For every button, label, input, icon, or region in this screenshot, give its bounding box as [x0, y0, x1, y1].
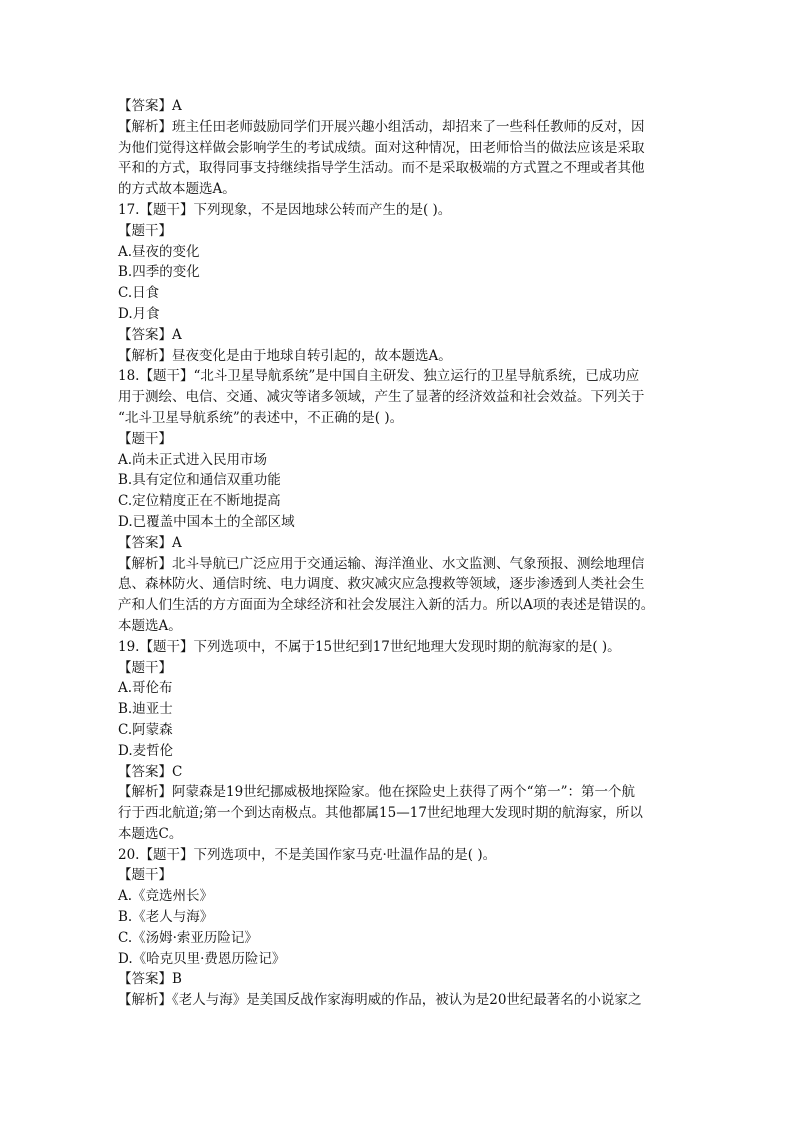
option-a: A.尚未正式进入民用市场 — [118, 451, 268, 468]
option-b: B.《老人与海》 — [118, 909, 214, 926]
text-line: 【题干】 — [118, 867, 172, 884]
answer-line: 【答案】C — [118, 763, 183, 780]
question-19-stem: 19.【题干】下列选项中，不属于15世纪到17世纪地理大发现时期的航海家的是( )。 — [118, 638, 621, 655]
text-line: 用于测绘、电信、交通、减灾等诸多领域，产生了显著的经济效益和社会效益。下列关于 — [118, 389, 645, 406]
text-line: 行于西北航道;第一个到达南极点。其他都属15—17世纪地理大发现时期的航海家，所以 — [118, 805, 643, 822]
option-b: B.具有定位和通信双重功能 — [118, 472, 281, 489]
option-c: C.《汤姆·索亚历险记》 — [118, 929, 258, 946]
text-line: 产和人们生活的方方面面为全球经济和社会发展注入新的活力。所以A项的表述是错误的。 — [118, 597, 655, 614]
option-a: A.哥伦布 — [118, 680, 173, 697]
option-a: A.昼夜的变化 — [118, 243, 200, 260]
analysis-line: 【解析】《老人与海》是美国反战作家海明威的作品，被认为是20世纪最著名的小说家之 — [118, 992, 642, 1009]
text-line: 本题选C。 — [118, 825, 183, 842]
answer-line: 【答案】A — [118, 326, 182, 343]
option-c: C.日食 — [118, 285, 160, 302]
text-line: 本题选A。 — [118, 617, 182, 634]
option-d: D.月食 — [118, 305, 160, 322]
text-line: 【解析】班主任田老师鼓励同学们开展兴趣小组活动，却招来了一些科任教师的反对，因 — [118, 118, 645, 135]
option-d: D.麦哲伦 — [118, 742, 174, 759]
answer-line: 【答案】B — [118, 971, 182, 988]
option-d: D.已覆盖中国本土的全部区域 — [118, 513, 295, 530]
text-line: 息、森林防火、通信时统、电力调度、救灾减灾应急搜救等领域，逐步渗透到人类社会生 — [118, 576, 645, 593]
text-line: 的方式故本题选A。 — [118, 181, 236, 198]
option-c: C.阿蒙森 — [118, 721, 173, 738]
option-c: C.定位精度正在不断地提高 — [118, 493, 281, 510]
analysis-line: 【解析】阿蒙森是19世纪挪威极地探险家。他在探险史上获得了两个“第一”：第一个航 — [118, 784, 635, 801]
option-a: A.《竞选州长》 — [118, 888, 214, 905]
text-line: “北斗卫星导航系统”的表述中，不正确的是( )。 — [118, 409, 404, 426]
analysis-line: 【解析】北斗导航已广泛应用于交通运输、海洋渔业、水文监测、气象预报、测绘地理信 — [118, 555, 645, 572]
answer-line: 【答案】A — [118, 534, 182, 551]
text-line: 【题干】 — [118, 659, 172, 676]
document-body — [118, 96, 678, 1011]
text-line: 为他们觉得这样做会影响学生的考试成绩。面对这种情况，田老师恰当的做法应该是采取 — [118, 139, 645, 156]
text-line: 【题干】 — [118, 430, 172, 447]
question-20-stem: 20.【题干】下列选项中，不是美国作家马克·吐温作品的是( )。 — [118, 846, 497, 863]
question-18-stem: 18.【题干】“北斗卫星导航系统”是中国自主研发、独立运行的卫星导航系统，已成功应 — [118, 368, 640, 385]
option-d: D.《哈克贝里·费恩历险记》 — [118, 950, 286, 967]
option-b: B.迪亚士 — [118, 701, 173, 718]
text-line: 平和的方式，取得同事支持继续指导学生活动。而不是采取极端的方式置之不理或者其他 — [118, 160, 645, 177]
text-line: 【答案】A — [118, 98, 182, 114]
analysis-line: 【解析】昼夜变化是由于地球自转引起的，故本题选A。 — [118, 347, 452, 364]
option-b: B.四季的变化 — [118, 264, 200, 281]
question-17-stem: 17.【题干】下列现象，不是因地球公转而产生的是( )。 — [118, 201, 452, 218]
text-line: 【题干】 — [118, 222, 172, 239]
